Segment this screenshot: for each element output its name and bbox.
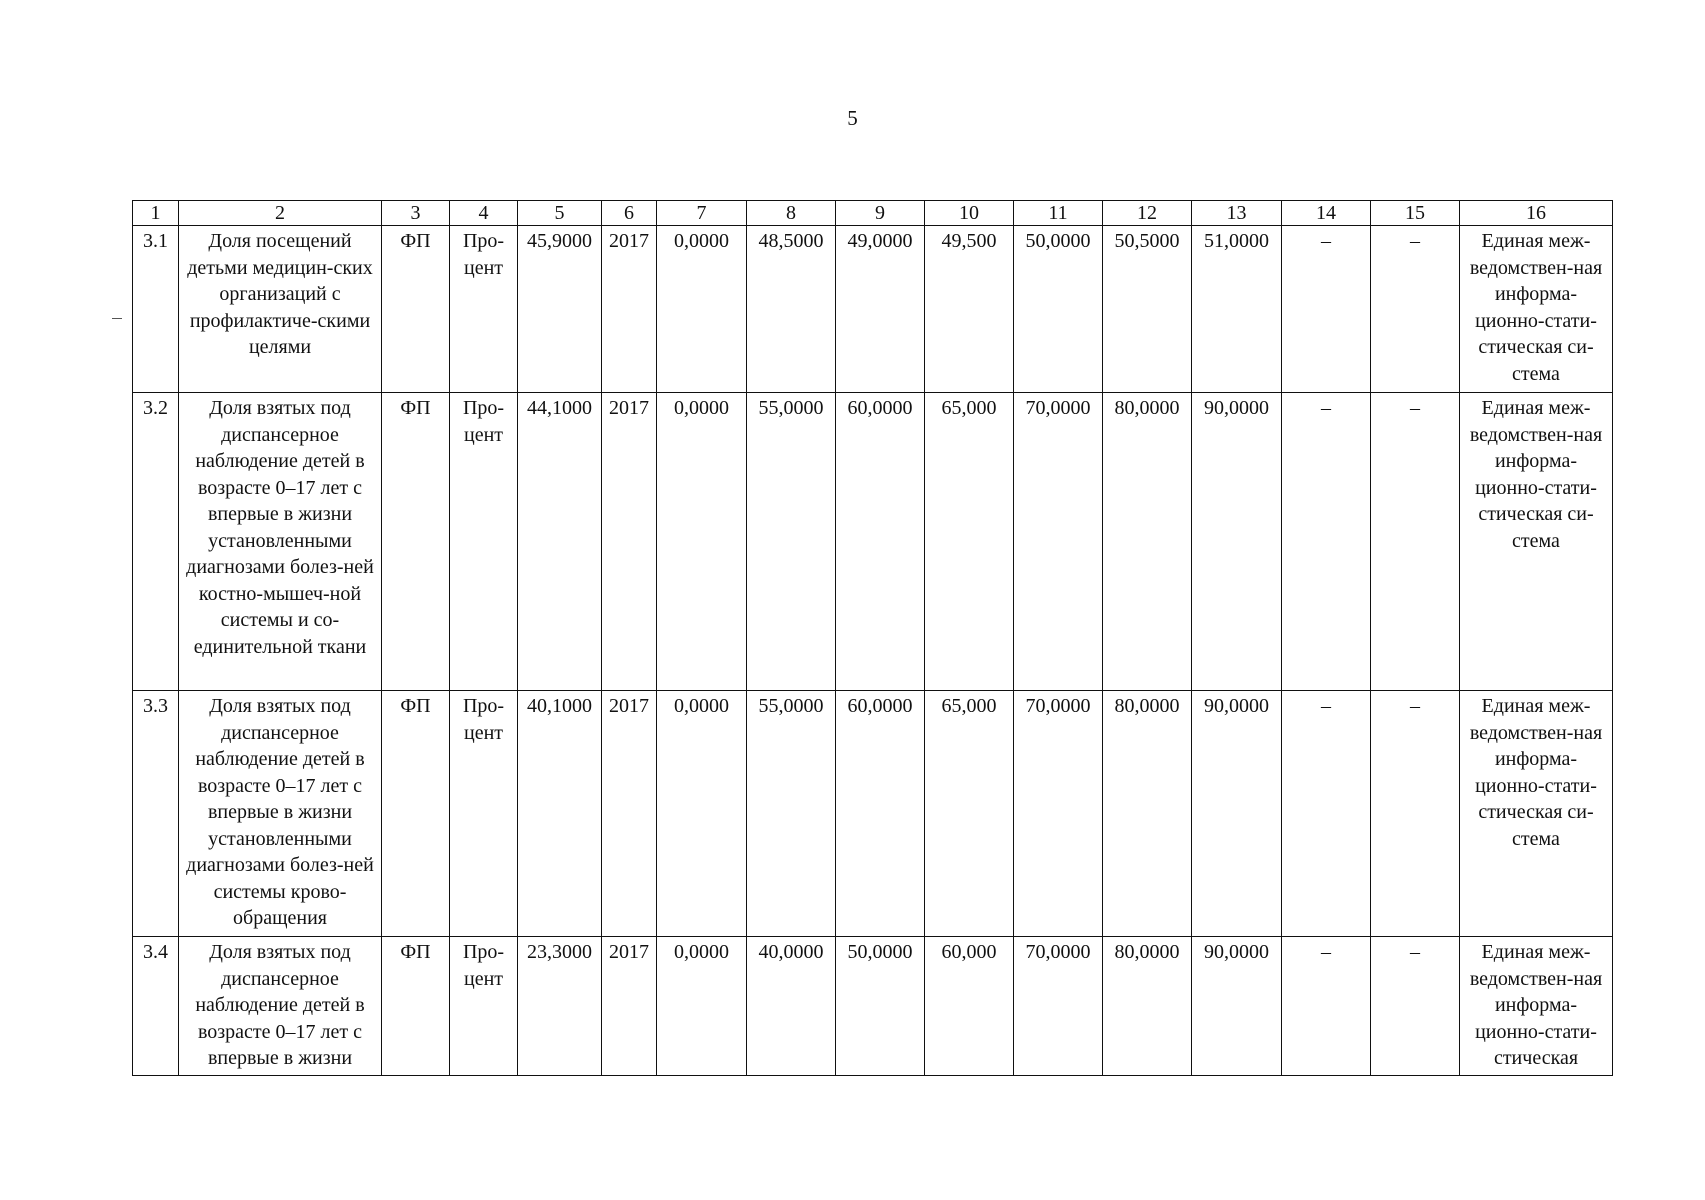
- header-cell: 13: [1192, 201, 1282, 226]
- base-value: 45,9000: [518, 226, 602, 393]
- scan-mark: [112, 318, 122, 319]
- value-cell: 0,0000: [657, 226, 747, 393]
- header-cell: 4: [450, 201, 518, 226]
- header-cell: 15: [1371, 201, 1460, 226]
- value-cell: 80,0000: [1103, 393, 1192, 691]
- header-cell: 6: [602, 201, 657, 226]
- header-cell: 7: [657, 201, 747, 226]
- value-cell: 60,0000: [836, 691, 925, 937]
- row-number: 3.4: [133, 937, 179, 1076]
- header-cell: 1: [133, 201, 179, 226]
- value-cell: 70,0000: [1014, 691, 1103, 937]
- base-value: 44,1000: [518, 393, 602, 691]
- value-cell: 40,0000: [747, 937, 836, 1076]
- unit: Про-цент: [450, 691, 518, 937]
- page-number: 5: [847, 106, 858, 130]
- table-row: [133, 937, 1613, 1076]
- value-cell: 90,0000: [1192, 393, 1282, 691]
- value-cell: 80,0000: [1103, 937, 1192, 1076]
- value-cell: 90,0000: [1192, 937, 1282, 1076]
- value-cell: 0,0000: [657, 393, 747, 691]
- value-cell: 60,0000: [836, 393, 925, 691]
- indicator-type: ФП: [382, 691, 450, 937]
- value-cell: 55,0000: [747, 691, 836, 937]
- value-cell: 50,0000: [836, 937, 925, 1076]
- header-cell: 14: [1282, 201, 1371, 226]
- header-cell: 12: [1103, 201, 1192, 226]
- value-cell: 60,000: [925, 937, 1014, 1076]
- header-cell: 3: [382, 201, 450, 226]
- value-cell: 49,0000: [836, 226, 925, 393]
- base-year: 2017: [602, 393, 657, 691]
- header-cell: 5: [518, 201, 602, 226]
- data-source: Единая меж-ведомствен-ная информа-ционно-стати-стическая си-стема: [1460, 691, 1613, 937]
- base-year: 2017: [602, 691, 657, 937]
- row-number: 3.3: [133, 691, 179, 937]
- value-cell: 90,0000: [1192, 691, 1282, 937]
- value-cell: –: [1371, 226, 1460, 393]
- data-source: Единая меж-ведомствен-ная информа-ционно-стати-стическая си-стема: [1460, 393, 1613, 691]
- indicator-type: ФП: [382, 937, 450, 1076]
- value-cell: 49,500: [925, 226, 1014, 393]
- data-source: Единая меж-ведомствен-ная информа-ционно-стати-стическая: [1460, 937, 1613, 1076]
- header-cell: 10: [925, 201, 1014, 226]
- table-row: [133, 393, 1613, 691]
- value-cell: 50,0000: [1014, 226, 1103, 393]
- value-cell: 51,0000: [1192, 226, 1282, 393]
- row-number: 3.2: [133, 393, 179, 691]
- header-cell: 9: [836, 201, 925, 226]
- base-value: 23,3000: [518, 937, 602, 1076]
- value-cell: 65,000: [925, 691, 1014, 937]
- value-cell: –: [1282, 393, 1371, 691]
- value-cell: 48,5000: [747, 226, 836, 393]
- value-cell: 0,0000: [657, 937, 747, 1076]
- indicator-type: ФП: [382, 393, 450, 691]
- indicator-name: Доля посещений детьми медицин-ских организаций с профилактиче-скими целями: [179, 226, 382, 393]
- indicator-name: Доля взятых под диспансерное наблюдение детей в возрасте 0–17 лет с впервые в жизни установленными диагнозами болез-ней системы крово-обращения: [179, 691, 382, 937]
- value-cell: 65,000: [925, 393, 1014, 691]
- unit: Про-цент: [450, 393, 518, 691]
- row-number: 3.1: [133, 226, 179, 393]
- unit: Про-цент: [450, 226, 518, 393]
- header-cell: 2: [179, 201, 382, 226]
- value-cell: 70,0000: [1014, 937, 1103, 1076]
- value-cell: –: [1282, 937, 1371, 1076]
- value-cell: 70,0000: [1014, 393, 1103, 691]
- value-cell: 50,5000: [1103, 226, 1192, 393]
- indicator-name: Доля взятых под диспансерное наблюдение детей в возрасте 0–17 лет с впервые в жизни установленными диагнозами болез-ней костно-мышеч-ной системы и со-единительной ткани: [179, 393, 382, 691]
- value-cell: –: [1371, 691, 1460, 937]
- header-cell: 11: [1014, 201, 1103, 226]
- header-cell: 16: [1460, 201, 1613, 226]
- value-cell: –: [1282, 691, 1371, 937]
- indicator-name: Доля взятых под диспансерное наблюдение детей в возрасте 0–17 лет с впервые в жизни: [179, 937, 382, 1076]
- header-cell: 8: [747, 201, 836, 226]
- value-cell: 80,0000: [1103, 691, 1192, 937]
- base-year: 2017: [602, 937, 657, 1076]
- unit: Про-цент: [450, 937, 518, 1076]
- value-cell: –: [1371, 393, 1460, 691]
- base-value: 40,1000: [518, 691, 602, 937]
- table-row: [133, 226, 1613, 393]
- indicators-table: [132, 200, 1613, 1076]
- indicator-type: ФП: [382, 226, 450, 393]
- value-cell: 0,0000: [657, 691, 747, 937]
- data-source: Единая меж-ведомствен-ная информа-ционно-стати-стическая си-стема: [1460, 226, 1613, 393]
- table-row: [133, 691, 1613, 937]
- value-cell: 55,0000: [747, 393, 836, 691]
- value-cell: –: [1282, 226, 1371, 393]
- base-year: 2017: [602, 226, 657, 393]
- value-cell: –: [1371, 937, 1460, 1076]
- header-row: [133, 201, 1613, 226]
